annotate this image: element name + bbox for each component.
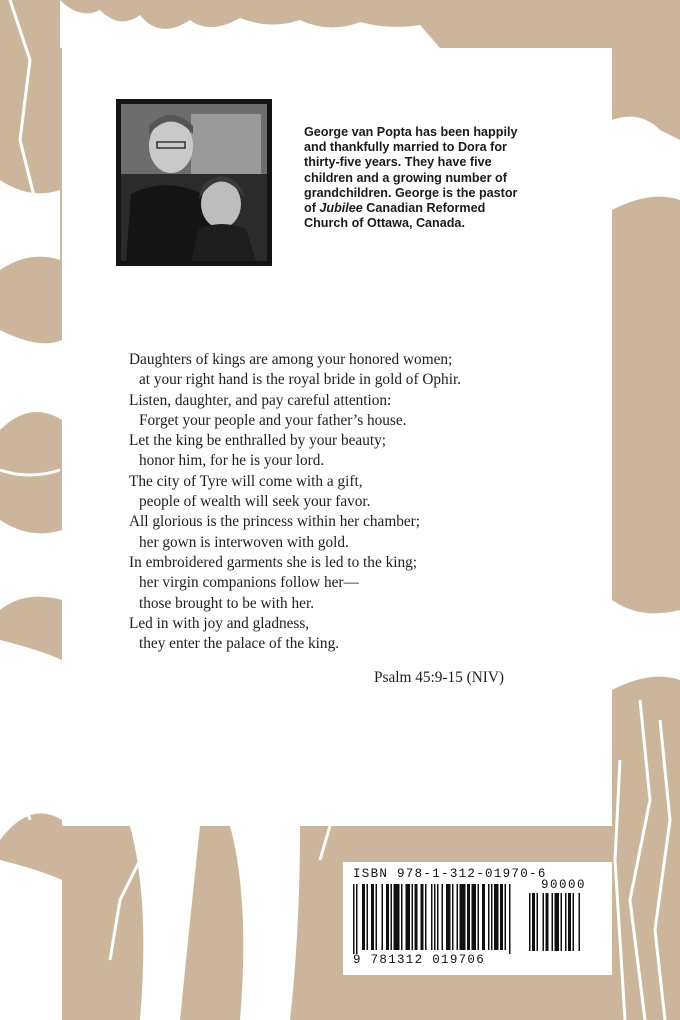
psalm-citation: Psalm 45:9-15 (NIV) [374, 669, 505, 686]
poem-line: at your right hand is the royal bride in gold of Ophir. [139, 371, 462, 389]
barcode-bar [362, 884, 365, 950]
barcode-bar [431, 884, 433, 950]
author-bio [304, 125, 560, 231]
barcode-bar [434, 884, 436, 950]
church-name-italic: Jubilee [319, 201, 363, 216]
barcode-bar [391, 884, 393, 950]
addon-barcode-bars [529, 893, 601, 953]
barcode-bar [543, 893, 545, 951]
barcode-bar [552, 893, 554, 951]
poem-line: Forget your people and your father’s house. [139, 411, 407, 429]
barcode-bar [415, 884, 418, 950]
poem-line: honor him, for he is your lord. [139, 452, 325, 470]
bio-line: grandchildren. George is the pastor [304, 185, 518, 200]
barcode-bar [356, 884, 358, 954]
poem-line: those brought to be with her. [139, 594, 315, 612]
poem-line: Daughters of kings are among your honored women; [129, 351, 453, 368]
author-photo [116, 99, 272, 266]
barcode-bar [555, 893, 560, 951]
barcode-bar [442, 884, 444, 950]
bio-line: and thankfully married to Dora for [304, 140, 507, 155]
barcode-bar [394, 884, 400, 950]
bio-line: George van Popta has been happily [304, 125, 518, 139]
barcode-bar [457, 884, 459, 950]
barcode-bar [412, 884, 414, 950]
barcode-bar [382, 884, 384, 950]
bio-line: children and a growing number of [304, 170, 507, 185]
poem-line: Led in with joy and gladness, [129, 614, 310, 632]
barcode-bar [401, 884, 403, 950]
barcode-bar [371, 884, 374, 950]
poem-line: her virgin companions follow her— [139, 574, 359, 592]
barcode-bar [482, 884, 485, 950]
barcode-number: 9 781312 019706 [353, 953, 486, 967]
poem-line: The city of Tyre will come with a gift, [129, 472, 363, 490]
poem-line: people of wealth will seek your favor. [139, 493, 371, 511]
barcode-bar [500, 884, 503, 950]
bio-line: thirty-five years. They have five [304, 155, 492, 170]
barcode-bar [494, 884, 499, 950]
barcode-bar [529, 893, 531, 951]
barcode-bar [460, 884, 466, 950]
barcode-bar [467, 884, 470, 950]
barcode-bar [472, 884, 477, 950]
barcode-bar [579, 893, 581, 951]
barcode-bar [532, 893, 535, 951]
barcode-bar [546, 893, 549, 951]
barcode-bar [437, 884, 439, 950]
barcode-bar [478, 884, 480, 950]
poem-line: her gown is interwoven with gold. [139, 533, 349, 551]
barcode-bar [386, 884, 389, 950]
barcode-bar [376, 884, 378, 950]
poem-line: they enter the palace of the king. [139, 635, 340, 653]
bio-line-suffix: Canadian Reformed [362, 201, 486, 216]
barcode-bar [573, 893, 575, 951]
barcode-bar [452, 884, 454, 950]
bio-line [304, 201, 560, 216]
barcode-bar [353, 884, 355, 954]
barcode-bar [421, 884, 424, 950]
poem-line: In embroidered garments she is led to the king; [129, 553, 418, 571]
barcode-bar [446, 884, 451, 950]
barcode-bar [406, 884, 411, 950]
bio-line: Church of Ottawa, Canada. [304, 216, 465, 231]
price-addon-code: 90000 [541, 878, 587, 892]
barcode-bar [509, 884, 511, 954]
isbn-barcode [343, 862, 612, 975]
barcode-bar [565, 893, 567, 951]
barcode-bar [568, 893, 571, 951]
psalm-quote [129, 350, 559, 654]
barcode-bars [353, 884, 525, 954]
poem-line: Let the king be enthralled by your beauty; [129, 432, 386, 450]
barcode-bar [561, 893, 563, 951]
author-photo-image [121, 104, 267, 261]
barcode-bar [367, 884, 369, 950]
poem-line: All glorious is the princess within her chamber; [129, 513, 421, 531]
isbn-label: ISBN 978-1-312-01970-6 [353, 867, 547, 881]
barcode-bar [491, 884, 493, 950]
barcode-bar [505, 884, 507, 950]
barcode-bar [537, 893, 539, 951]
barcode-bar [425, 884, 427, 950]
poem-line: Listen, daughter, and pay careful attention: [129, 391, 392, 409]
bio-line-prefix: of [304, 201, 320, 216]
barcode-bar [488, 884, 490, 950]
